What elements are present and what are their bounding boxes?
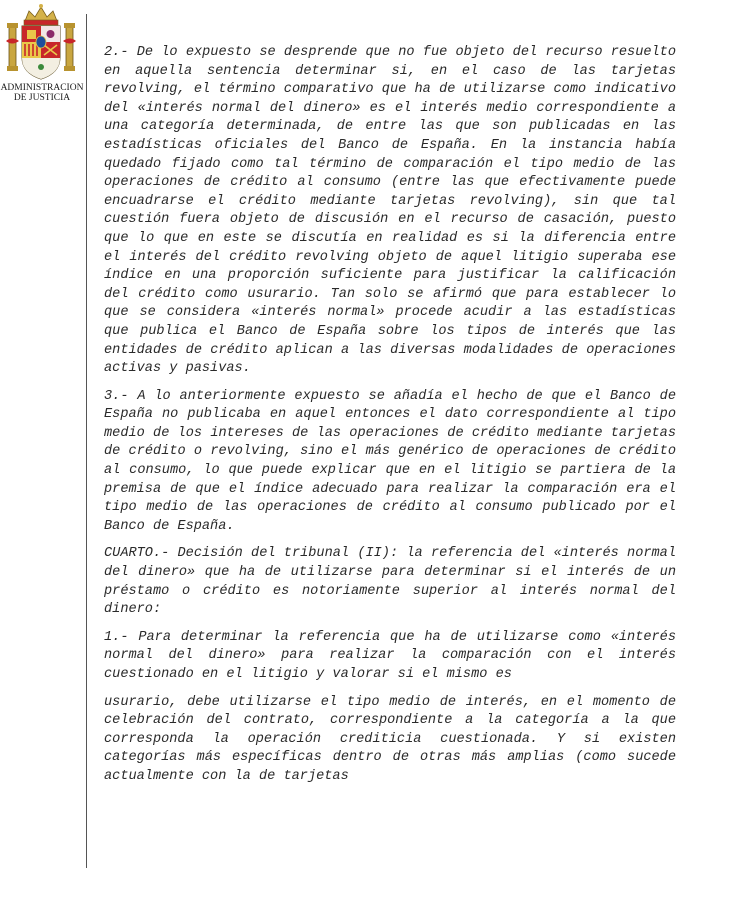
- emblem-caption-line1: ADMINISTRACION: [0, 83, 84, 93]
- coat-of-arms-of-spain-icon: [5, 3, 77, 83]
- paragraph-cuarto-1: 1.- Para determinar la referencia que ha de utilizarse como «interés normal del dinero» para realizar la comparación con el interés cuestionado en el litigio y valorar si el mismo es: [104, 629, 676, 682]
- margin-rule: [86, 14, 87, 868]
- document-body: [104, 44, 676, 787]
- paragraph-3: 3.- A lo anteriormente expuesto se añadía el hecho de que el Banco de España no publicaba en aquel entonces el dato correspondiente al tipo medio de los intereses de las operaciones de crédito mediante tarjetas de crédito o revolving, sino el más genérico de operaciones de crédito al consumo, lo que puede explicar que en el litigio se partiera de la premisa de que el índice adecuado para realizar la comparación era el tipo medio de las operaciones de crédito al consumo publicado por el Banco de España.: [104, 388, 676, 534]
- section-heading-cuarto: CUARTO.- Decisión del tribunal (II): la referencia del «interés normal del dinero» que ha de utilizarse para determinar si el interés de un préstamo o crédito es notoriamente superior al interés normal del dinero:: [104, 546, 676, 618]
- paragraph-2: 2.- De lo expuesto se desprende que no fue objeto del recurso resuelto en aquella sentencia determinar si, en el caso de las tarjetas revolving, el término comparativo que ha de utilizarse como indicativo del «interés normal del dinero» es el interés medio correspondiente a una categoría determinada, de entre las que son publicadas en las estadísticas oficiales del Banco de España. En la instancia había quedado fijado como tal término de comparación el tipo medio de las operaciones de crédito al consumo (entre las que efectivamente puede encuadrarse el crédito mediante tarjetas revolving), sin que tal cuestión fuera objeto de discusión en el recurso de casación, puesto que lo que en este se discutía en realidad es si la diferencia entre el interés del crédito revolving objeto de aquel litigio superaba ese índice en una proporción suficiente para justificar la calificación del crédito como usurario. Tan solo se afirmó que para establecer lo que se considera «interés normal» procede acudir a las estadísticas que publica el Banco de España sobre los tipos de interés que las entidades de crédito aplican a las diversas modalidades de operaciones activas y pasivas.: [104, 45, 676, 377]
- emblem-caption: [0, 83, 84, 103]
- paragraph-cuarto-1-continued: usurario, debe utilizarse el tipo medio de interés, en el momento de celebración del contrato, correspondiente a la categoría a la que corresponda la operación crediticia cuestionada. Y si existen categorías más específicas dentro de otras más amplias (como sucede actualmente con la de tarjetas: [104, 694, 676, 784]
- court-emblem: [0, 0, 84, 110]
- emblem-caption-line2: DE JUSTICIA: [13, 93, 71, 103]
